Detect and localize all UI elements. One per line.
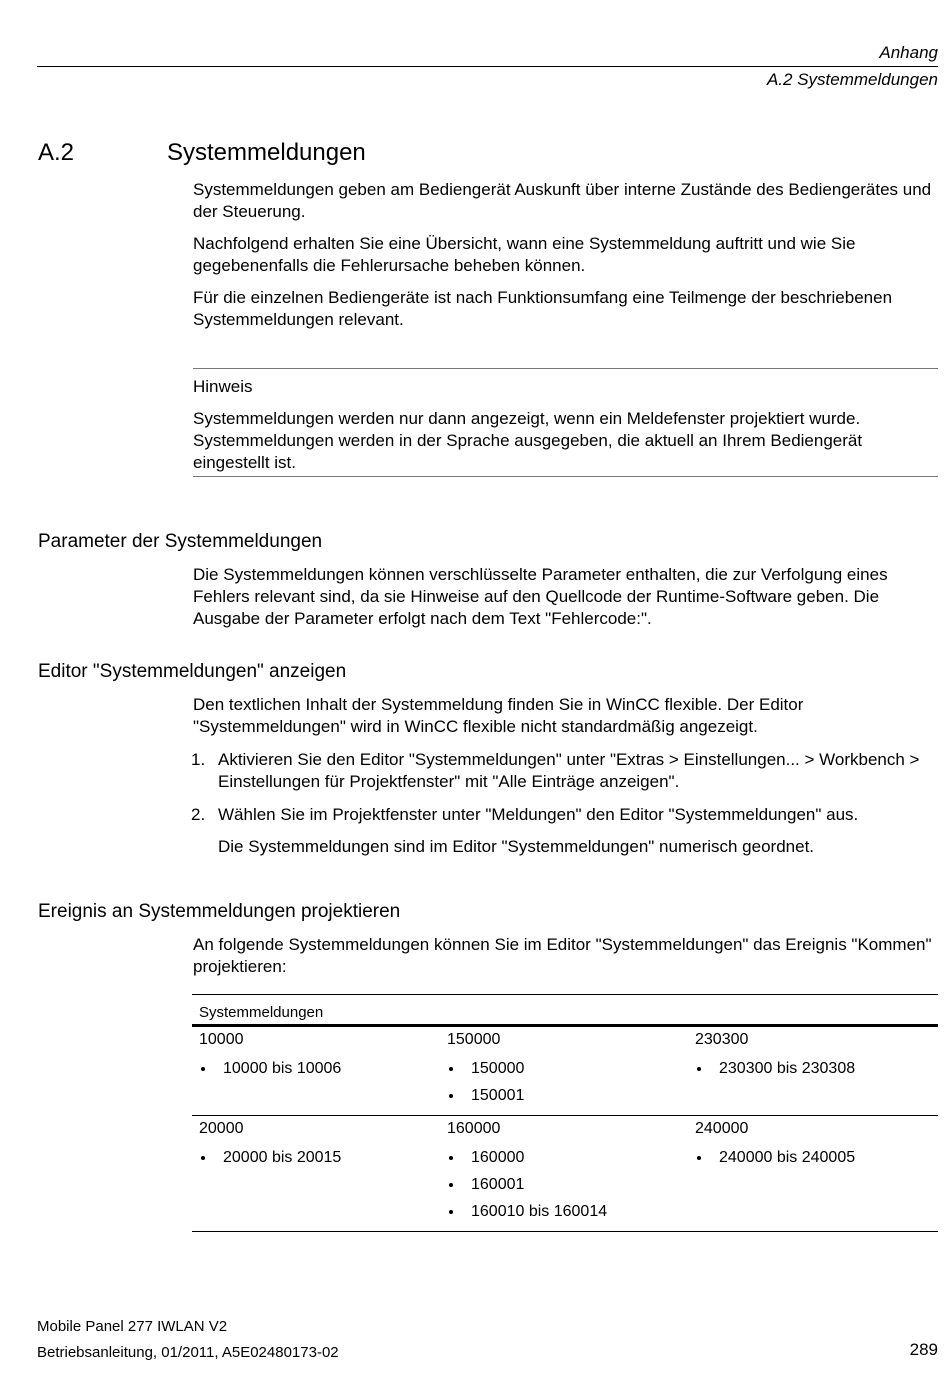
table-header: Systemmeldungen [192, 995, 938, 1027]
list-item: 240000 bis 240005 [695, 1144, 936, 1171]
list-item: 150000 [447, 1055, 688, 1082]
table-row [192, 1027, 938, 1116]
note-top-rule [193, 368, 938, 369]
running-header-chapter: Anhang [879, 43, 938, 62]
bullet-icon [697, 1156, 701, 1160]
header-rule [37, 66, 938, 67]
note-bottom-rule [193, 476, 938, 477]
footer-product: Mobile Panel 277 IWLAN V2 [37, 1318, 228, 1335]
footer-manual: Betriebsanleitung, 01/2011, A5E02480173-02 [37, 1344, 339, 1361]
cell-code: 20000 [199, 1120, 244, 1137]
cell-code: 150000 [447, 1031, 501, 1048]
cell-code: 240000 [695, 1120, 749, 1137]
list-item: 160000 [447, 1144, 688, 1171]
list-item: 10000 bis 10006 [199, 1055, 440, 1082]
event-text: An folgende Systemmeldungen können Sie im Editor "Systemmeldungen" das Ereignis "Kommen" projektieren: [193, 935, 932, 976]
intro-paragraph-1: Systemmeldungen geben am Bediengerät Auskunft über interne Zustände des Bediengerätes und der Steuerung. [193, 180, 932, 221]
step-2-text: Wählen Sie im Projektfenster unter "Meldungen" den Editor "Systemmeldungen" aus. [218, 805, 859, 824]
table-cell [440, 1027, 688, 1115]
bullet-icon [449, 1094, 453, 1098]
bullet-icon [449, 1183, 453, 1187]
parameters-heading: Parameter der Systemmeldungen [38, 531, 323, 552]
table-cell [440, 1116, 688, 1231]
bullet-icon [449, 1210, 453, 1214]
parameters-text: Die Systemmeldungen können verschlüsselte Parameter enthalten, die zur Verfolgung eines Fehlers relevant sind, da sie Hinweise auf den Quellcode der Runtime-Software geben. Die Ausgabe der Parameter erfolgt nach dem Text "Fehlercode:". [193, 565, 888, 628]
intro-paragraph-3: Für die einzelnen Bediengeräte ist nach Funktionsumfang eine Teilmenge der beschriebenen Systemmeldungen relevant. [193, 288, 893, 329]
section-title: Systemmeldungen [167, 139, 366, 166]
table-cell [688, 1027, 936, 1115]
list-item: 160001 [447, 1171, 688, 1198]
table-cell [192, 1027, 440, 1115]
table-cell [192, 1116, 440, 1231]
note-title: Hinweis [193, 377, 253, 396]
editor-text: Den textlichen Inhalt der Systemmeldung finden Sie in WinCC flexible. Der Editor "Systemmeldungen" wird in WinCC flexible nicht standardmäßig angezeigt. [193, 695, 804, 736]
list-item: 20000 bis 20015 [199, 1144, 440, 1171]
bullet-icon [449, 1067, 453, 1071]
table-cell [688, 1116, 936, 1231]
table-row [192, 1116, 938, 1232]
list-item: 230300 bis 230308 [695, 1055, 936, 1082]
step-2-number: 2. [191, 805, 206, 824]
intro-paragraph-2: Nachfolgend erhalten Sie eine Übersicht, wann eine Systemmeldung auftritt und wie Sie gegebenenfalls die Fehlerursache beheben können. [193, 234, 856, 275]
note-text: Systemmeldungen werden nur dann angezeigt, wenn ein Meldefenster projektiert wurde. Systemmeldungen werden in der Sprache ausgegeben, die aktuell an Ihrem Bediengerät eingestellt ist. [193, 409, 863, 472]
list-item: 150001 [447, 1082, 688, 1109]
bullet-icon [697, 1067, 701, 1071]
step-result: Die Systemmeldungen sind im Editor "Systemmeldungen" numerisch geordnet. [218, 837, 815, 856]
cell-code: 10000 [199, 1031, 244, 1048]
event-heading: Ereignis an Systemmeldungen projektieren [38, 901, 401, 922]
system-messages-table [192, 994, 938, 1232]
section-number: A.2 [38, 139, 75, 166]
bullet-icon [201, 1067, 205, 1071]
running-header-section: A.2 Systemmeldungen [766, 70, 938, 89]
step-1-text: Aktivieren Sie den Editor "Systemmeldungen" unter "Extras > Einstellungen... > Workbench > Einstellungen für Projektfenster" mit "Alle Einträge anzeigen". [218, 750, 920, 791]
list-item: 160010 bis 160014 [447, 1198, 688, 1225]
editor-heading: Editor "Systemmeldungen" anzeigen [38, 661, 347, 682]
bullet-icon [201, 1156, 205, 1160]
cell-code: 160000 [447, 1120, 501, 1137]
page-number: 289 [909, 1340, 938, 1359]
cell-code: 230300 [695, 1031, 749, 1048]
bullet-icon [449, 1156, 453, 1160]
step-1-number: 1. [191, 750, 206, 769]
